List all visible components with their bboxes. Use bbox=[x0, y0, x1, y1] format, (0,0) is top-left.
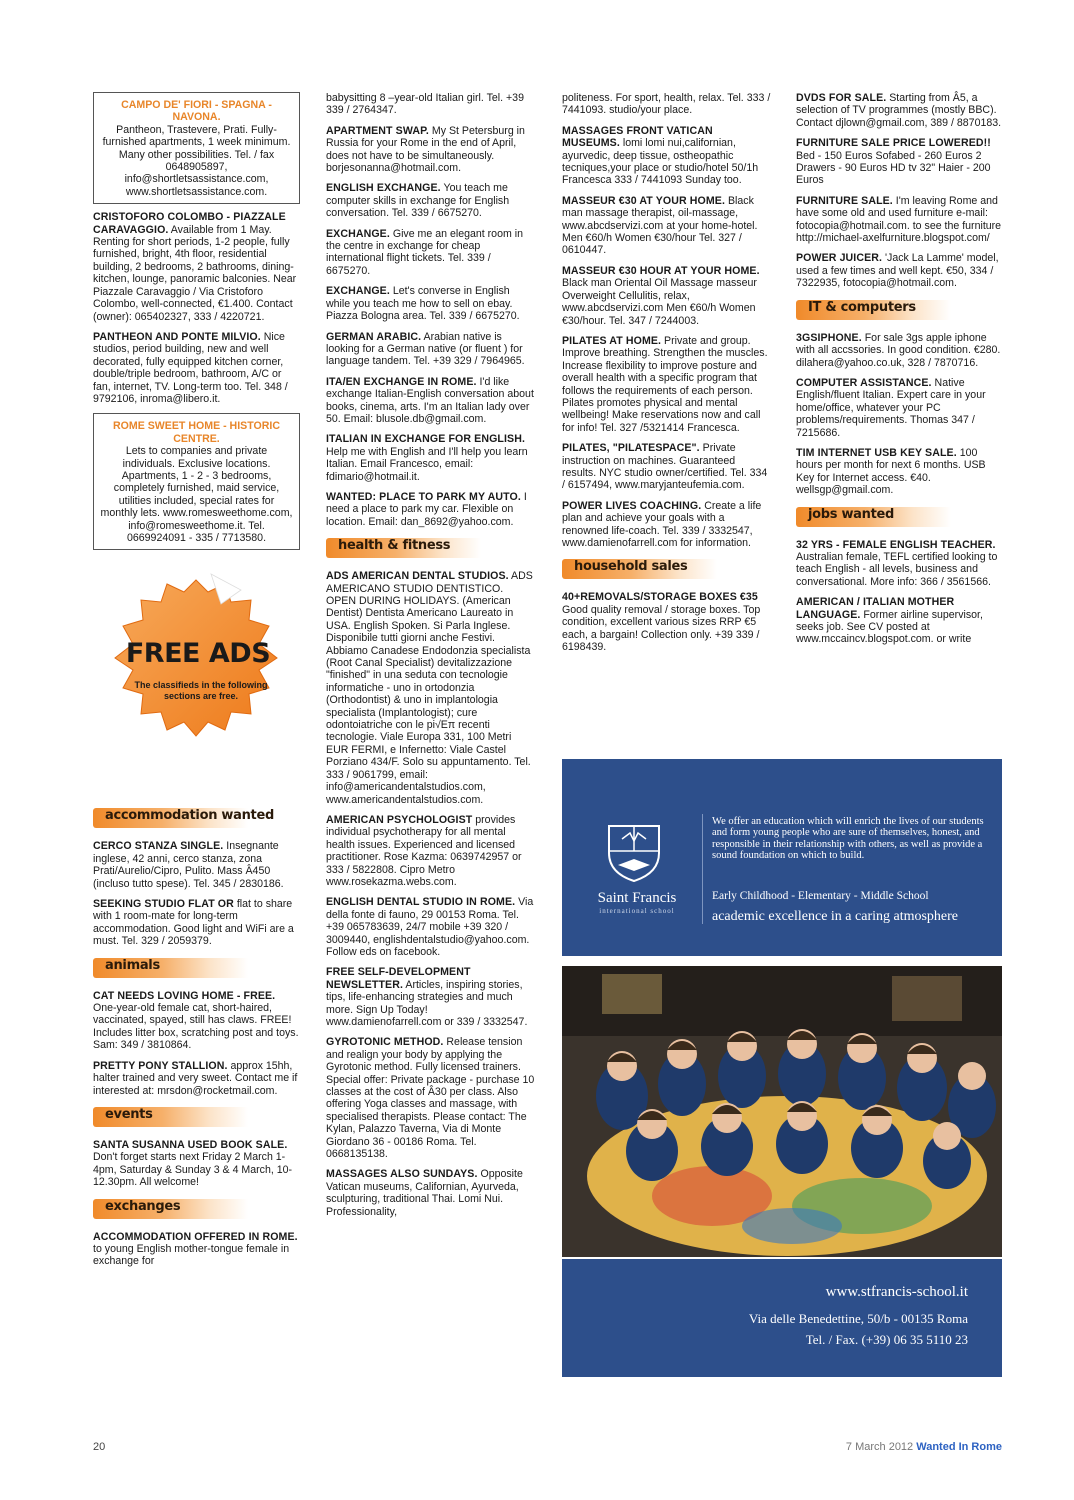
column-2 bbox=[326, 92, 536, 1226]
ad-heading: POWER JUICER. bbox=[796, 252, 883, 265]
school-crest-icon bbox=[604, 821, 664, 883]
ad-body: lomi lomi nui,californian, ayurvedic, deep tissue, ostheopathic tecniques,your place or studio/hotel 50/1h Francesca 333 / 7441093 Sunday too. bbox=[562, 137, 759, 187]
col3-sections bbox=[562, 557, 772, 653]
classified-ad bbox=[562, 125, 772, 187]
ad-body: Help me with English and I'll help you learn Italian. Email Francesco, email: fdimario@hotmail.it. bbox=[326, 445, 528, 483]
school-banner-ad bbox=[562, 759, 1002, 956]
ad-body: Australian female, TEFL certified looking to teach English - all levels, business and conversational. More info: 366 / 3561566. bbox=[796, 550, 998, 588]
section-header bbox=[93, 1105, 300, 1129]
section-header bbox=[93, 806, 300, 830]
classified-ad bbox=[796, 447, 1002, 497]
section-header bbox=[93, 1197, 300, 1221]
column-1 bbox=[93, 92, 300, 1276]
ad-body: Via della fonte di fauno, 29 00153 Roma. Tel. +39 065783639, 24/7 mobile +39 320 / 3009440, englishdentalstudio@yahoo.com. Follow eds on facebook. bbox=[326, 896, 534, 958]
ad-heading: COMPUTER ASSISTANCE. bbox=[796, 376, 932, 389]
school-subtitle: international school bbox=[599, 907, 675, 915]
ad-heading: APARTMENT SWAP. bbox=[326, 124, 429, 137]
ad-body: Don't forget starts next Friday 2 March 1-4pm, Saturday & Sunday 3 & 4 March, 10-12.30pm. All welcome! bbox=[93, 1151, 293, 1189]
ad-heading: CERCO STANZA SINGLE. bbox=[93, 840, 224, 853]
ad-heading: ITA/EN EXCHANGE IN ROME. bbox=[326, 375, 477, 388]
section-title: events bbox=[105, 1106, 153, 1122]
ad-body: flat to share with 1 room-mate for long-term accommodation. Good light and WiFi are a must. Tel. 329 / 2059379. bbox=[93, 898, 294, 948]
classified-ad bbox=[796, 252, 1002, 289]
ad-heading: ENGLISH DENTAL STUDIO IN ROME. bbox=[326, 896, 516, 909]
classified-ad bbox=[93, 1231, 300, 1268]
banner-tagline: academic excellence in a caring atmosphere bbox=[712, 909, 959, 924]
classified-ad bbox=[562, 591, 772, 653]
ad-body: politeness. For sport, health, relax. Tel. 333 / 7441093. studio/your place. bbox=[562, 92, 771, 117]
ad-body: Opposite Vatican museums, Californian, Ayurveda, sculpturing, traditional Thai. Lomi Nui. Professionality, bbox=[326, 1168, 523, 1218]
section-header bbox=[796, 298, 1002, 322]
ad-body: Black man Oriental Oil Massage masseur Overweight Cellulitis, relax, www.abcdservizi.com Men €60/h Women €30/hour. Tel. 347 / 7244003. bbox=[562, 277, 757, 327]
classified-ad bbox=[796, 92, 1002, 129]
classified-ad bbox=[326, 1168, 536, 1218]
ad-box-campo-de-fiori bbox=[93, 92, 300, 204]
ad-body: For sale 3gs apple iphone with all accssories. In good condition. €280. dilahera@yahoo.co.uk, 328 / 7870716. bbox=[796, 331, 1001, 369]
classified-ad bbox=[93, 840, 300, 890]
ad-heading: AMERICAN / ITALIAN MOTHER LANGUAGE. bbox=[796, 596, 955, 621]
section-header bbox=[796, 505, 1002, 529]
ad-body: Good quality removal / storage boxes. Top condition, excellent various sizes RRP €5 each, a bargain! Collection only. +39 339 / 6198439. bbox=[562, 603, 761, 654]
classified-ad bbox=[326, 433, 536, 483]
ad-body: You teach me computer skills in exchange for English conversation. Tel. 339 / 6675270. bbox=[326, 182, 510, 220]
ad-body: One-year-old female cat, short-haired, vaccinated, spayed, still has claws. FREE! Includes litter box, scratching post and toys. Sam: 349 / 3810864. bbox=[93, 1002, 299, 1052]
classified-ad bbox=[562, 335, 772, 434]
ad-heading: PILATES AT HOME. bbox=[562, 334, 662, 347]
classified-ad bbox=[326, 1036, 536, 1160]
classified-ad bbox=[93, 1060, 300, 1097]
ad-body: Bed - 150 Euros Sofabed - 260 Euros 2 Drawers - 90 Euros HD tv 32" Haier - 200 Euros bbox=[796, 149, 991, 187]
ad-heading: SEEKING STUDIO FLAT OR bbox=[93, 898, 234, 911]
ad-body: to young English mother-tongue female in exchange for bbox=[93, 1242, 290, 1268]
school-address: Via delle Benedettine, 50/b - 00135 Roma bbox=[748, 1311, 968, 1326]
column-4 bbox=[796, 92, 1002, 654]
ad-heading: WANTED: PLACE TO PARK MY AUTO. bbox=[326, 490, 521, 503]
ad-body: ADS AMERICANO STUDIO DENTISTICO. OPEN DURING HOLIDAYS. (American Dentist) Dentista Americano Laureato in USA. English Spoken. Si Parla Inglese. Disponibile tutti giorni anche Festivi. Abbiamo Canadese Endodonzia specialista (Root Canal Specialist) devitalizzazione "finished" in una seduta con tecnologie informatiche - uno in ortodonzia (Orthodontist) & uno in implantologia specialista (Implantologist); cure odontoiatriche con le pi√Επ recenti tecnologie. Viale Europa 331, 100 Metri EUR FERMI, e Infernetto: Viale Castel Porziano 434/F. Solo su appuntamento. Tel. 333 / 9061799, email: info@americandentalstudios.com, www.americandentalstudios.com. bbox=[326, 570, 533, 806]
ad-body: approx 15hh, halter trained and very sweet. Contact me if interested at: mrsdon@rocketmail.com. bbox=[93, 1059, 298, 1097]
ad-heading: MASSAGES FRONT VATICAN MUSEUMS. bbox=[562, 124, 713, 150]
section-header bbox=[93, 956, 300, 980]
banner-description: We offer an education which will enrich the lives of our students and form young people who are sure of themselves, honest, and responsible in their relationship with others, as well as provide a sound foundation on which to build. bbox=[712, 816, 984, 862]
section-header bbox=[562, 557, 772, 581]
classified-ad bbox=[796, 539, 1002, 589]
publication-brand: Wanted In Rome bbox=[916, 1441, 1002, 1453]
ad-heading: FURNITURE SALE. bbox=[796, 194, 893, 207]
ad-body: Give me an elegant room in the centre in exchange for cheap international flight tickets. Tel. 339 / 6675270. bbox=[326, 227, 523, 277]
ad-heading: POWER LIVES COACHING. bbox=[562, 499, 702, 512]
school-phone: Tel. / Fax. (+39) 06 35 5110 23 bbox=[805, 1332, 968, 1347]
classified-ad bbox=[326, 966, 536, 1028]
ad-body: Let's converse in English while you teach me how to sell on ebay. Piazza Bologna area. Tel. 339 / 6675270. bbox=[326, 285, 520, 323]
classified-ad bbox=[93, 990, 300, 1052]
ad-heading: CRISTOFORO COLOMBO - PIAZZALE CARAVAGGIO. bbox=[93, 211, 286, 236]
classified-ad bbox=[326, 285, 536, 322]
school-website[interactable]: www.stfrancis-school.it bbox=[825, 1284, 968, 1300]
children-photo-image bbox=[562, 966, 1002, 1257]
ad-body: I'd like exchange Italian-English conversation about books, cinema, arts. I'm an Italian lady over 50. Email: blusole.db@gmail.com. bbox=[326, 375, 534, 425]
ad-body: babysitting 8 –year-old Italian girl. Tel. +39 339 / 2764347. bbox=[326, 92, 524, 117]
ad-body: Starting from Â5, a selection of TV programmes (mostly BBC). Contact djlown@gmail.com, 389 / 8870183. bbox=[796, 92, 1002, 129]
ad-heading: PILATES, "PILATESPACE". bbox=[562, 442, 700, 455]
ad-body: Arabian native is looking for a German native (or fluent ) for language tandem. Tel. +39 329 / 7964965. bbox=[326, 330, 525, 368]
ad-body: Former airline supervisor, seeks job. See CV posted at www.mccaincv.blogspot.com. or write bbox=[796, 608, 983, 646]
ad-body: Native English/fluent Italian. Expert care in your home/office, whatever your PC problems/requirements. Thomas 347 / 7215686. bbox=[796, 376, 986, 439]
ad-heading: 40+REMOVALS/STORAGE BOXES €35 bbox=[562, 591, 758, 604]
ad-body: Release tension and realign your body by applying the Gyrotonic method. Fully licensed trainers. Special offer: Private package - purchase 10 classes at the cost of Â30 per class. Also offering Yoga classes and massage, with specialised therapists. Please contact: The Kylan, Palazzo Taverna, Via di Monte Giordano 36 - 00186 Roma. Tel. 0668135138. bbox=[326, 1036, 535, 1161]
ad-body: provides individual psychotherapy for all mental health issues. Experienced and licensed practitioner. Rose Kazma: 0639742957 or 333 / 5822808. Cipro Metro www.rosekazma.webs.com. bbox=[326, 813, 522, 888]
ad-heading: PRETTY PONY STALLION. bbox=[93, 1059, 228, 1072]
banner-levels: Early Childhood - Elementary - Middle School bbox=[712, 890, 929, 902]
classified-ad bbox=[326, 125, 536, 175]
ad-heading: FURNITURE SALE PRICE LOWERED!! bbox=[796, 137, 991, 150]
section-title: health & fitness bbox=[338, 538, 451, 554]
page-number: 20 bbox=[93, 1441, 106, 1453]
ad-heading: ITALIAN IN EXCHANGE FOR ENGLISH. bbox=[326, 433, 525, 446]
ad-box-body: Lets to companies and private individuals. Exclusive locations. Apartments, 1 - 2 - 3 bedrooms, completely furnished, maid service, utilities included, special rates for monthly lets. www.romesweethome.com, info@romesweethome.it. Tel. 0669924091 - 335 / 7713580. bbox=[100, 445, 293, 544]
col4-ads-top bbox=[796, 92, 1002, 290]
ad-body: 'Jack La Lamme' model, used a few times and well kept. €50, 334 / 7322935, fotocopia@hotmail.com. bbox=[796, 252, 999, 290]
issue-date: 7 March 2012 bbox=[845, 1441, 914, 1453]
school-contact-ad bbox=[562, 1259, 1002, 1377]
free-ads-badge bbox=[93, 570, 300, 750]
ad-heading: SANTA SUSANNA USED BOOK SALE. bbox=[93, 1138, 288, 1151]
ad-heading: GERMAN ARABIC. bbox=[326, 330, 422, 343]
classified-ad bbox=[562, 195, 772, 257]
ad-body: Articles, inspiring stories, tips, life-enhancing strategies and much more. Sign Up Today! www.damienofarrell.com or 339 / 3332547. bbox=[326, 978, 528, 1028]
col2-ads-top bbox=[326, 92, 536, 528]
classified-ad bbox=[93, 211, 300, 323]
col3-ads-top bbox=[562, 92, 772, 549]
ad-body: Nice studios, period building, new and well decorated, fully equipped kitchen corner, double/triple bedroom, bathroom, A/C or fan, internet, TV. Long-term too. Tel. 348 / 9792106, inroma@libero.it. bbox=[93, 330, 288, 405]
col4-sections bbox=[796, 298, 1002, 646]
section-title: IT & computers bbox=[808, 299, 916, 315]
classified-ad bbox=[796, 195, 1002, 245]
classified-ad bbox=[93, 898, 300, 948]
ad-body: I'm leaving Rome and have some old and used furniture e-mail: fotocopia@hotmail.com. to see the furniture http://michael-axelfurniture.blogspot.com/ bbox=[796, 194, 1002, 245]
section-title: exchanges bbox=[105, 1198, 181, 1214]
ad-heading: EXCHANGE. bbox=[326, 227, 390, 240]
classified-ad bbox=[562, 92, 772, 117]
ad-heading: FREE SELF-DEVELOPMENT NEWSLETTER. bbox=[326, 966, 471, 991]
col2-sections bbox=[326, 536, 536, 1218]
ad-heading: CAT NEEDS LOVING HOME - FREE. bbox=[93, 989, 276, 1002]
column-3 bbox=[562, 92, 772, 661]
classified-ad bbox=[796, 137, 1002, 187]
section-title: accommodation wanted bbox=[105, 808, 274, 824]
col1-ads-top bbox=[93, 211, 300, 405]
ad-box-body: Pantheon, Trastevere, Prati. Fully-furnished apartments, 1 week minimum. Many other possibilities. Tel. / fax 0648905897, info@shortletsassistance.com, www.shortletsassistance.com. bbox=[102, 123, 291, 198]
ad-box-rome-sweet-home bbox=[93, 413, 300, 550]
ad-heading: AMERICAN PSYCHOLOGIST bbox=[326, 813, 473, 826]
classified-ad bbox=[326, 376, 536, 426]
classified-ad bbox=[562, 500, 772, 550]
ad-body: Private instruction on machines. Guaranteed results. NYC studio owner/certified. Tel. 334 / 6157494, www.maryjanteufemia.com. bbox=[562, 442, 768, 492]
ad-heading: ENGLISH EXCHANGE. bbox=[326, 182, 441, 195]
ad-body: I need a place to park my car. Flexible on location. Email: dan_8692@yahoo.com. bbox=[326, 490, 527, 528]
classified-ad bbox=[562, 442, 772, 492]
classified-ad bbox=[326, 331, 536, 368]
classified-ad bbox=[93, 1139, 300, 1189]
ad-heading: MASSAGES ALSO SUNDAYS. bbox=[326, 1168, 478, 1181]
ad-heading: EXCHANGE. bbox=[326, 285, 390, 298]
section-title: animals bbox=[105, 957, 160, 973]
section-title: household sales bbox=[574, 559, 688, 575]
ad-heading: ADS AMERICAN DENTAL STUDIOS. bbox=[326, 570, 509, 583]
free-ads-subtitle: The classifieds in the following sections are free. bbox=[134, 680, 268, 702]
ad-box-title: ROME SWEET HOME - HISTORIC CENTRE. bbox=[113, 420, 280, 445]
ad-heading: 3GSIPHONE. bbox=[796, 331, 862, 344]
section-title: jobs wanted bbox=[808, 506, 895, 522]
ad-body: Create a life plan and achieve your goals with a renowned life-coach. Tel. 339 / 3332547, www.damienofarrell.com for information. bbox=[562, 499, 762, 549]
classified-ad bbox=[326, 491, 536, 528]
col1-sections bbox=[93, 806, 300, 1267]
ad-body: My St Petersburg in Russia for your Rome in the end of April, does not have to be simultaneously. borjesonanna@hotmail.com. bbox=[326, 124, 525, 175]
classified-ad bbox=[326, 92, 536, 117]
classified-ad bbox=[93, 331, 300, 405]
ad-body: Black man massage therapist, oil-massage, www.abcdservizi.com at your home-hotel. Men €60/h Women €30/hour Tel. 327 / 0610447. bbox=[562, 194, 758, 257]
school-children-photo bbox=[562, 966, 1002, 1257]
ad-body: Available from 1 May. Renting for short periods, 1-2 people, fully furnished, bright, 4th floor, residential building, 2 bedrooms, 2 bathrooms, dining-kitchen, lounge, panoramic balconies. Near Piazzale Caravaggio / Via Cristoforo Colombo, well-connected, €1.400. Contact (owner): 065402327, 333 / 4220721. bbox=[93, 223, 297, 323]
classified-ad bbox=[326, 896, 536, 958]
ad-body: 100 hours per month for next 6 months. USB Key for Internet access. €40. wellsgp@gmail.com. bbox=[796, 446, 986, 497]
classified-ad bbox=[796, 596, 1002, 646]
classified-ad bbox=[326, 182, 536, 219]
ad-heading: GYROTONIC METHOD. bbox=[326, 1036, 444, 1049]
ad-heading: MASSEUR €30 HOUR AT YOUR HOME. bbox=[562, 264, 760, 277]
ad-heading: TIM INTERNET USB KEY SALE. bbox=[796, 446, 957, 459]
issue-info bbox=[815, 1441, 1002, 1453]
ad-heading: ACCOMMODATION OFFERED IN ROME. bbox=[93, 1230, 298, 1243]
ad-heading: MASSEUR €30 AT YOUR HOME. bbox=[562, 194, 726, 207]
free-ads-title: FREE ADS bbox=[125, 638, 271, 670]
classified-ad bbox=[326, 570, 536, 806]
classified-ad bbox=[796, 332, 1002, 369]
classified-ad bbox=[326, 814, 536, 888]
ad-body: Insegnante inglese, 42 anni, cerco stanza, zona Prati/Aurelio/Cipro, Pulito. Mass Â450 (incluso tutto spese). Tel. 345 / 2830186. bbox=[93, 840, 284, 890]
classified-ad bbox=[796, 377, 1002, 439]
banner-divider bbox=[702, 814, 703, 924]
ad-heading: PANTHEON AND PONTE MILVIO. bbox=[93, 330, 261, 343]
classified-ad bbox=[326, 228, 536, 278]
classified-ad bbox=[562, 265, 772, 327]
ad-heading: DVDS FOR SALE. bbox=[796, 92, 887, 104]
school-name: Saint Francis bbox=[597, 890, 677, 906]
section-header bbox=[326, 536, 536, 560]
ad-body: Private and group. Improve breathing. Strengthen the muscles. Increase flexibility to improve posture and overall health with a specific program that follows the requirements of each person. Pilates promotes physical and mental wellbeing! Make reservations now and call for info! Tel. 327 /5321414 Francesca. bbox=[562, 334, 768, 434]
ad-heading: 32 YRS - FEMALE ENGLISH TEACHER. bbox=[796, 538, 996, 551]
ad-box-title: CAMPO DE' FIORI - SPAGNA - NAVONA. bbox=[121, 99, 272, 124]
